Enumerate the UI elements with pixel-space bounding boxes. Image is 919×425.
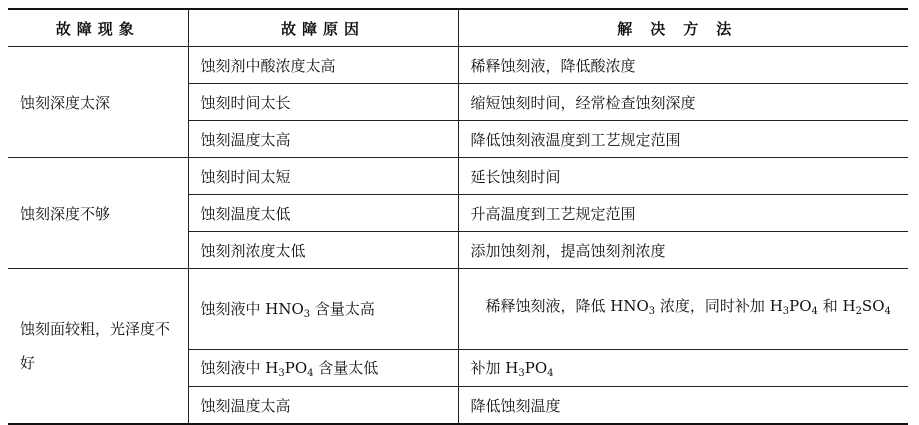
header-phenomenon: 故障现象 <box>8 9 188 47</box>
solution-cell: 添加蚀刻剂，提高蚀刻剂浓度 <box>458 232 908 269</box>
phenomenon-cell: 蚀刻面较粗，光泽度不好 <box>8 269 188 425</box>
header-solution: 解决方法 <box>458 9 908 47</box>
solution-cell: 缩短蚀刻时间，经常检查蚀刻深度 <box>458 84 908 121</box>
solution-text: 补加 $H_3PO_4$ <box>470 359 554 379</box>
table-row <box>8 47 908 84</box>
cause-text: 蚀刻液中 $H_3PO_4$ 含量太低 <box>200 359 379 379</box>
troubleshooting-table <box>8 8 908 425</box>
table-row <box>8 158 908 195</box>
table-row <box>8 269 908 350</box>
cause-cell: 蚀刻剂中酸浓度太高 <box>188 47 458 84</box>
header-row <box>8 9 908 47</box>
solution-cell: 稀释蚀刻液，降低酸浓度 <box>458 47 908 84</box>
cause-cell: 蚀刻温度太高 <box>188 387 458 425</box>
cause-cell: 蚀刻剂浓度太低 <box>188 232 458 269</box>
solution-cell <box>458 269 908 350</box>
solution-cell: 降低蚀刻液温度到工艺规定范围 <box>458 121 908 158</box>
solution-cell: 延长蚀刻时间 <box>458 158 908 195</box>
cause-cell <box>188 269 458 350</box>
cause-cell: 蚀刻时间太长 <box>188 84 458 121</box>
cause-cell: 蚀刻时间太短 <box>188 158 458 195</box>
phenomenon-cell: 蚀刻深度不够 <box>8 158 188 269</box>
phenomenon-cell: 蚀刻深度太深 <box>8 47 188 158</box>
cause-text: 蚀刻液中 $HNO_3$ 含量太高 <box>200 300 375 320</box>
cause-cell: 蚀刻温度太高 <box>188 121 458 158</box>
solution-cell: 降低蚀刻温度 <box>458 387 908 425</box>
cause-cell: 蚀刻温度太低 <box>188 195 458 232</box>
header-cause: 故障原因 <box>188 9 458 47</box>
solution-cell <box>458 350 908 387</box>
cause-cell <box>188 350 458 387</box>
solution-cell: 升高温度到工艺规定范围 <box>458 195 908 232</box>
solution-text: 稀释蚀刻液，降低 $HNO_3$ 浓度，同时补加 $H_3PO_4$ 和 $H_2SO_4$ <box>485 297 891 317</box>
